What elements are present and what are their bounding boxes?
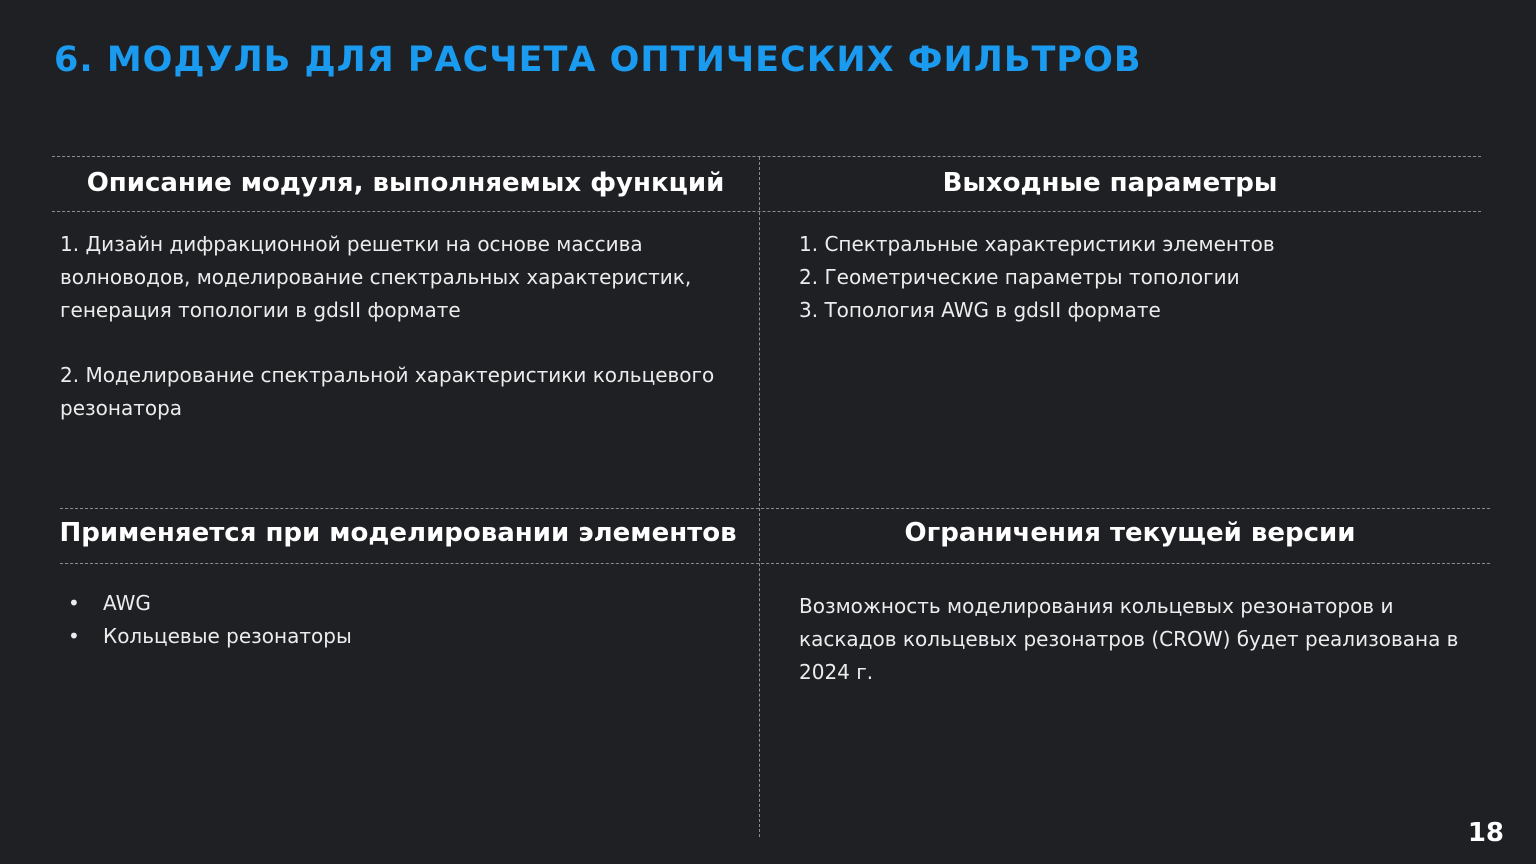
applications-list — [60, 587, 740, 653]
limitations-body — [799, 590, 1489, 689]
limitations-text: Возможность моделирования кольцевых резонаторов и каскадов кольцевых резонатров (CROW) будет реализована в 2024 г. — [799, 594, 1459, 684]
applications-list-wrapper — [60, 587, 740, 653]
outputs-item: 3. Топология AWG в gdsII формате — [799, 298, 1161, 322]
slide-title: 6. МОДУЛЬ ДЛЯ РАСЧЕТА ОПТИЧЕСКИХ ФИЛЬТРОВ — [54, 40, 1142, 80]
applications-list-item — [60, 620, 740, 653]
applications-item-label: Кольцевые резонаторы — [103, 624, 352, 648]
outputs-heading: Выходные параметры — [942, 168, 1278, 198]
outputs-item: 1. Спектральные характеристики элементов — [799, 232, 1275, 256]
bullet-icon: • — [68, 624, 80, 648]
divider-top — [52, 156, 1481, 157]
divider-header-bottom — [60, 563, 1490, 564]
description-heading: Описание модуля, выполняемых функций — [86, 168, 725, 198]
applications-item-label: AWG — [103, 591, 151, 615]
description-item-2: 2. Моделирование спектральной характеристики кольцевого резонатора — [60, 363, 715, 420]
applications-list-item — [60, 587, 740, 620]
applications-heading: Применяется при моделировании элементов — [59, 518, 737, 548]
divider-header-top — [52, 211, 1481, 212]
divider-middle — [60, 508, 1490, 509]
page-number: 18 — [1467, 818, 1504, 848]
divider-vertical — [759, 157, 760, 837]
bullet-icon: • — [68, 591, 80, 615]
limitations-heading: Ограничения текущей версии — [904, 518, 1356, 548]
description-item-1: 1. Дизайн дифракционной решетки на основе массива волноводов, моделирование спектральных характеристик, генерация топологии в gdsII формате — [60, 232, 692, 322]
outputs-item: 2. Геометрические параметры топологии — [799, 265, 1240, 289]
outputs-list — [799, 228, 1479, 327]
description-spacer — [60, 327, 740, 359]
description-body — [60, 228, 740, 425]
